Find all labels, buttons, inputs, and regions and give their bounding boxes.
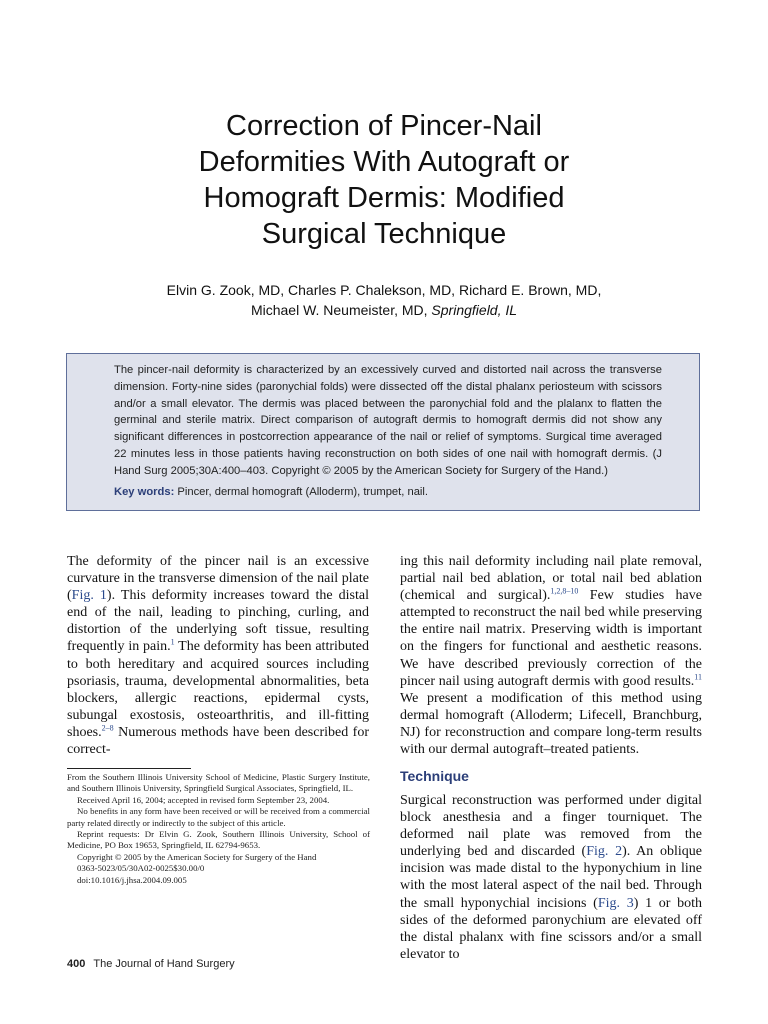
footnote-received: Received April 16, 2004; accepted in revised form September 23, 2004.	[77, 794, 330, 805]
reference-link[interactable]: 1,2,8–10	[550, 586, 579, 596]
abstract-text: The pincer-nail deformity is characterized by an excessively curved and distorted nail across the transverse dimension. Forty-nine sides (paronychial folds) were dissected off the distal phalanx periosteum with scissors and/or a small elevator. The dermis was placed between the paronychial fold and the plalanx to flatten the germinal and sterile matrix. Direct comparison of autograft dermis to homograft dermis did not show any significant differences in postcorrection appearance of the nail or relief of symptoms. Surgical time averaged 22 minutes less in those patients having reconstruction on both sides of one nail with homograft dermis. (J Hand Surg 2005;30A:400–403. Copyright © 2005 by the American Society for Surgery of the Hand.)	[114, 364, 662, 477]
journal-name: The Journal of Hand Surgery	[93, 958, 235, 970]
figure-2-link[interactable]: Fig. 2	[586, 844, 623, 860]
body-text: Surgical reconstruction was performed under digital block anesthesia and a finger tourniquet. The deformed nail plate was removed from the underlying bed and discarded (	[400, 793, 702, 860]
authors-line-2	[70, 300, 698, 320]
title-line-4: Surgical Technique	[261, 218, 507, 250]
body-text: ). This deformity increases toward the distal end of the nail, leading to pinching, curling, and distortion of the underlying soft tissue, resulting frequently in pain.	[67, 588, 369, 655]
authors-line-2-names: Michael W. Neumeister, MD,	[250, 302, 428, 318]
footnote-affiliation: From the Southern Illinois University School of Medicine, Plastic Surgery Institute, and Southern Illinois University, Springfield Surgical Associates, Springfield, IL.	[67, 772, 370, 794]
body-text: We present a modification of this method using dermal homograft (Alloderm; Lifecell, Branchburg, NJ) for reconstruction and compare long-term results with our dermal autograft–treated patients.	[400, 690, 702, 758]
abstract-box	[66, 353, 700, 511]
footnote-benefits: No benefits in any form have been received or will be received from a commercial party related directly or indirectly to the subject of this article.	[67, 806, 370, 828]
page-footer	[67, 958, 235, 970]
title-line-1: Correction of Pincer-Nail	[226, 110, 542, 142]
body-text: Numerous methods have been described for correct-	[67, 724, 369, 758]
footnote-doi[interactable]: doi:10.1016/j.jhsa.2004.09.005	[77, 874, 187, 885]
body-text: The deformity has been attributed to both hereditary and acquired sources including psoriasis, trauma, developmental abnormalities, beta blockers, allergic reactions, epidermal cysts, subungal exostosis, osteoarthritis, and ill-fitting shoes.	[67, 639, 369, 740]
footnote-copyright: Copyright © 2005 by the American Society for Surgery of the Hand	[77, 851, 317, 862]
figure-1-link[interactable]: Fig. 1	[71, 588, 107, 604]
section-heading-technique: Technique	[400, 768, 469, 784]
title-line-2: Deformities With Autograft or	[198, 146, 570, 178]
reference-link[interactable]: 2–8	[101, 723, 114, 733]
article-title	[120, 108, 648, 252]
body-column-right	[400, 553, 702, 758]
body-column-left	[67, 553, 369, 758]
footnote-reprint: Reprint requests: Dr Elvin G. Zook, Southern Illinois University, School of Medicine, PO Box 19653, Springfield, IL 62794-9653.	[67, 829, 370, 851]
keywords-list: Pincer, dermal homograft (Alloderm), trumpet, nail.	[174, 486, 428, 498]
technique-text	[400, 792, 702, 963]
author-list	[70, 280, 698, 320]
page-number: 400	[67, 958, 86, 970]
title-line-3: Homograft Dermis: Modified	[203, 182, 565, 214]
footnotes	[67, 772, 370, 886]
footnote-divider	[67, 768, 191, 769]
author-location: Springfield, IL	[427, 302, 518, 318]
reference-link[interactable]: 11	[694, 672, 702, 681]
keywords-label: Key words:	[114, 486, 175, 498]
body-text: ). An oblique incision was made distal to the hyponychium in line with the most lateral aspect of the nail bed. Through the small hyponychial incisions (	[400, 844, 702, 911]
reference-link[interactable]: 1	[170, 637, 175, 647]
body-text: ) 1 or both sides of the deformed paronychium are elevated off the distal phalanx with fine scissors and/or a small elevator to	[400, 895, 702, 962]
body-text: Few studies have attempted to reconstruct the nail bed while preserving the entire nail matrix. Preserving width is important on the fingers for functional and aesthetic reasons. We have described previously correction of the pincer nail using autograft dermis with good results.	[400, 588, 702, 689]
authors-line-1: Elvin G. Zook, MD, Charles P. Chalekson, MD, Richard E. Brown, MD,	[166, 282, 602, 298]
body-text: The deformity of the pincer nail is an excessive curvature in the transverse dimension of the nail plate (	[67, 554, 369, 604]
body-text: ing this nail deformity including nail plate removal, partial nail bed ablation, or total nail bed ablation (chemical and surgical).	[400, 554, 702, 604]
keywords	[114, 484, 674, 500]
footnote-code: 0363-5023/05/30A02-0025$30.00/0	[77, 863, 205, 874]
figure-3-link[interactable]: Fig. 3	[597, 895, 634, 911]
